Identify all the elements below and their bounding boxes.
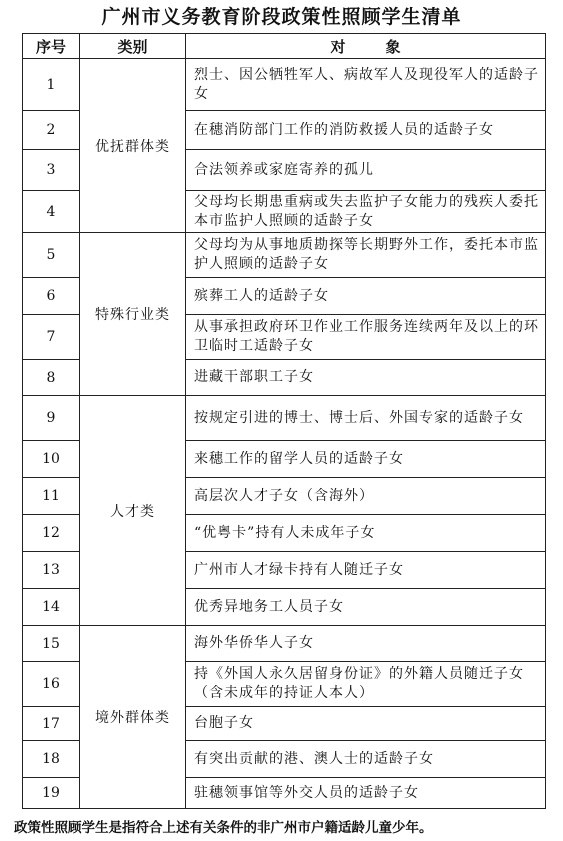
- row-number: 4: [23, 191, 80, 233]
- row-description: 按规定引进的博士、博士后、外国专家的适龄子女: [186, 396, 546, 441]
- row-description: 优秀异地务工人员子女: [186, 589, 546, 626]
- row-description: 台胞子女: [186, 707, 546, 741]
- row-number: 14: [23, 589, 80, 626]
- row-number: 5: [23, 233, 80, 278]
- row-description: 高层次人才子女（含海外）: [186, 478, 546, 515]
- policy-table: [22, 33, 546, 809]
- row-number: 19: [23, 778, 80, 809]
- row-number: 18: [23, 741, 80, 778]
- row-description: 合法领养或家庭寄养的孤儿: [186, 150, 546, 191]
- row-number: 17: [23, 707, 80, 741]
- row-description: 海外华侨华人子女: [186, 626, 546, 662]
- table-row: [23, 233, 546, 278]
- row-description: 烈士、因公牺牲军人、病故军人及现役军人的适龄子女: [186, 59, 546, 111]
- row-description: “优粤卡”持有人未成年子女: [186, 515, 546, 552]
- row-description: 持《外国人永久居留身份证》的外籍人员随迁子女（含未成年的持证人本人）: [186, 662, 546, 707]
- row-description: 父母均为从事地质勘探等长期野外工作，委托本市监护人照顾的适龄子女: [186, 233, 546, 278]
- row-number: 16: [23, 662, 80, 707]
- row-description: 来穗工作的留学人员的适龄子女: [186, 441, 546, 478]
- header-object: 对象: [186, 34, 546, 59]
- row-number: 7: [23, 315, 80, 360]
- row-description: 在穗消防部门工作的消防救援人员的适龄子女: [186, 111, 546, 150]
- row-number: 3: [23, 150, 80, 191]
- category-cell: 境外群体类: [80, 626, 186, 809]
- row-number: 15: [23, 626, 80, 662]
- row-number: 8: [23, 360, 80, 396]
- table-header-row: [23, 34, 546, 59]
- table-row: [23, 626, 546, 662]
- row-description: 驻穗领事馆等外交人员的适龄子女: [186, 778, 546, 809]
- header-category: 类别: [80, 34, 186, 59]
- table-row: [23, 59, 546, 111]
- category-cell: 人才类: [80, 396, 186, 626]
- row-description: 进藏干部职工子女: [186, 360, 546, 396]
- row-number: 6: [23, 278, 80, 315]
- row-number: 11: [23, 478, 80, 515]
- row-description: 父母均长期患重病或失去监护子女能力的残疾人委托本市监护人照顾的适龄子女: [186, 191, 546, 233]
- row-description: 广州市人才绿卡持有人随迁子女: [186, 552, 546, 589]
- row-number: 1: [23, 59, 80, 111]
- row-description: 有突出贡献的港、澳人士的适龄子女: [186, 741, 546, 778]
- row-number: 9: [23, 396, 80, 441]
- document-title: 广州市义务教育阶段政策性照顾学生清单: [101, 6, 462, 28]
- row-number: 13: [23, 552, 80, 589]
- row-number: 2: [23, 111, 80, 150]
- row-number: 10: [23, 441, 80, 478]
- footnote: 政策性照顾学生是指符合上述有关条件的非广州市户籍适龄儿童少年。: [14, 820, 433, 836]
- row-number: 12: [23, 515, 80, 552]
- table-row: [23, 396, 546, 441]
- category-cell: 优抚群体类: [80, 59, 186, 233]
- category-cell: 特殊行业类: [80, 233, 186, 396]
- row-description: 殡葬工人的适龄子女: [186, 278, 546, 315]
- header-number: 序号: [23, 34, 80, 59]
- row-description: 从事承担政府环卫作业工作服务连续两年及以上的环卫临时工适龄子女: [186, 315, 546, 360]
